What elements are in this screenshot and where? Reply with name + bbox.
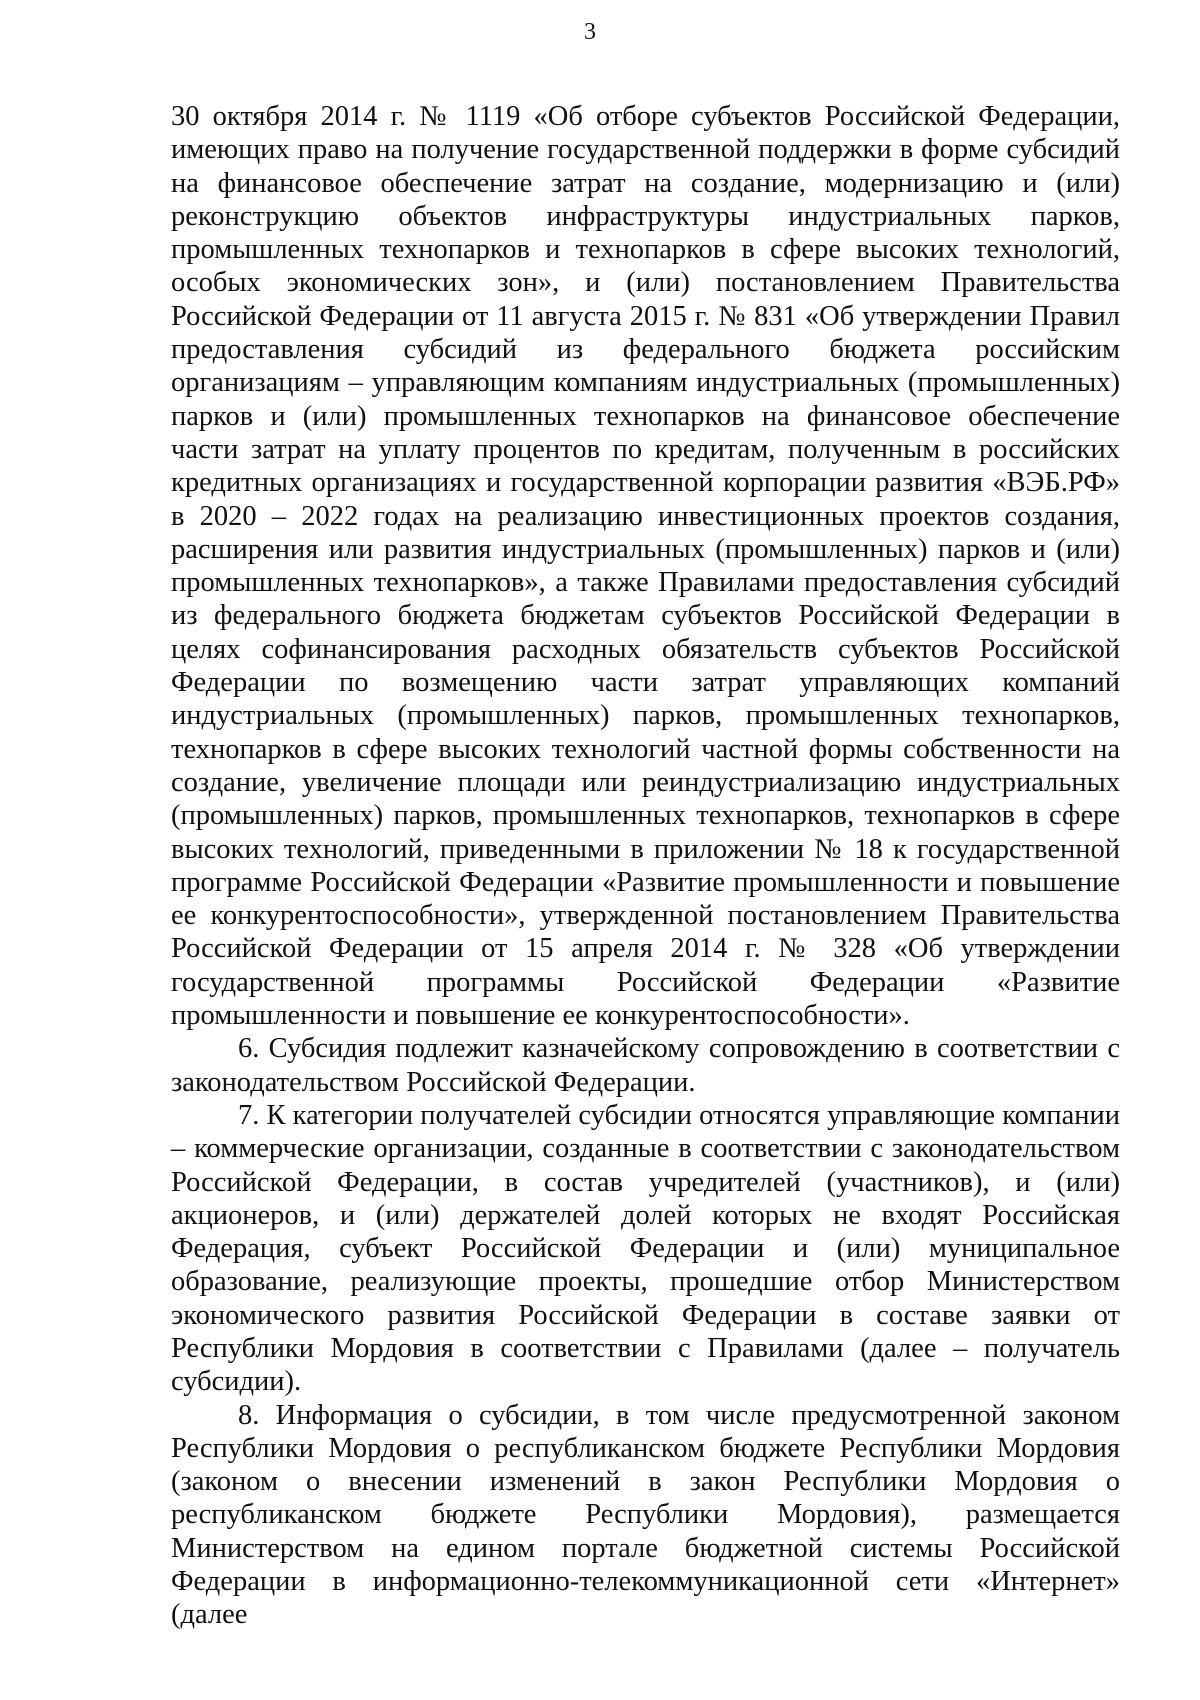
paragraph-item-7: 7. К категории получателей субсидии относятся управляющие компании – коммерческие организации, созданные в соответствии с законодательством Российской Федерации, в состав учредителей (участников), и (или) акционеров, и (или) держателей долей которых не входят Российская Федерация, субъект Российской Федерации и (или) муниципальное образование, реализующие проекты, прошедшие отбор Министерством экономического развития Российской Федерации в составе заявки от Республики Мордовия в соответствии с Правилами (далее – получатель субсидии). (171, 1099, 1120, 1398)
paragraph-continuation: 30 октября 2014 г. № 1119 «Об отборе субъектов Российской Федерации, имеющих право на получение государственной поддержки в форме субсидий на финансовое обеспечение затрат на создание, модернизацию и (или) реконструкцию объектов инфраструктуры индустриальных парков, промышленных технопарков и технопарков в сфере высоких технологий, особых экономических зон», и (или) постановлением Правительства Российской Федерации от 11 августа 2015 г. № 831 «Об утверждении Правил предоставления субсидий из федерального бюджета российским организациям – управляющим компаниям индустриальных (промышленных) парков и (или) промышленных технопарков на финансовое обеспечение части затрат на уплату процентов по кредитам, полученным в российских кредитных организациях и государственной корпорации развития «ВЭБ.РФ» в 2020 – 2022 годах на реализацию инвестиционных проектов создания, расширения или развития индустриальных (промышленных) парков и (или) промышленных технопарков», а также Правилами предоставления субсидий из федерального бюджета бюджетам субъектов Российской Федерации в целях софинансирования расходных обязательств субъектов Российской Федерации по возмещению части затрат управляющих компаний индустриальных (промышленных) парков, промышленных технопарков, технопарков в сфере высоких технологий частной формы собственности на создание, увеличение площади или реиндустриализацию индустриальных (промышленных) парков, промышленных технопарков, технопарков в сфере высоких технологий, приведенными в приложении № 18 к государственной программе Российской Федерации «Развитие промышленности и повышение ее конкурентоспособности», утвержденной постановлением Правительства Российской Федерации от 15 апреля 2014 г. № 328 «Об утверждении государственной программы Российской Федерации «Развитие промышленности и повышение ее конкурентоспособности». (171, 101, 1120, 1032)
paragraph-item-8: 8. Информация о субсидии, в том числе предусмотренной законом Республики Мордовия о республиканском бюджете Республики Мордовия (законом о внесении изменений в закон Республики Мордовия о республиканском бюджете Республики Мордовия), размещается Министерством на едином портале бюджетной системы Российской Федерации в информационно-телекоммуникационной сети «Интернет» (далее (171, 1399, 1120, 1631)
document-body (171, 100, 1120, 1632)
paragraph-item-6: 6. Субсидия подлежит казначейскому сопровождению в соответствии с законодательством Российской Федерации. (171, 1033, 1120, 1098)
page-number: 3 (584, 19, 596, 45)
